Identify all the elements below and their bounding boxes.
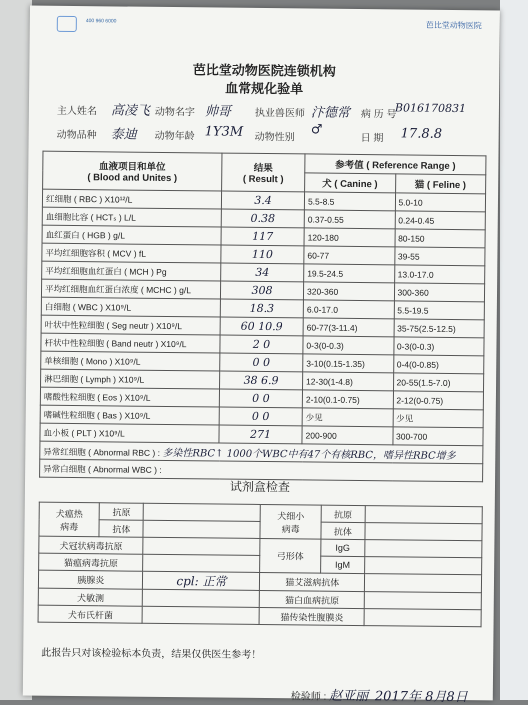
breed-label: 动物品种 [56,129,97,142]
kit-distemper: 犬瘟热 病毒 [39,502,100,537]
kit-parvo: 犬细小 病毒 [260,504,321,539]
kit-cell [143,606,260,624]
kit-cell [143,554,260,572]
sex-value: ♂ [310,122,323,138]
item-cell: 血小板 ( PLT ) X10⁹/L [40,423,219,443]
canine-cell: 60-77 [304,246,395,265]
item-cell: 血红蛋白 ( HGB ) g/L [42,225,221,245]
feline-cell: 80-150 [395,229,486,248]
result-cell: 3.4 [221,191,304,210]
kit-cell: 犬布氏杆菌 [38,605,143,623]
result-cell: 34 [221,263,304,282]
kit-cell [364,574,481,593]
kit-cell: IgG [320,539,365,556]
breed-value: 泰迪 [110,127,137,143]
letterhead [30,12,500,41]
item-cell: 嗜酸性粒细胞 ( Eos ) X10⁹/L [40,387,219,407]
kit-cell: 猫传染性腹膜炎 [260,607,365,625]
feline-cell: 0-3(0-0.3) [393,337,484,356]
canine-cell: 60-77(3-11.4) [303,318,394,337]
canine-cell: 2-10(0.1-0.75) [302,390,393,409]
reference-header: 参考值 ( Reference Range ) [305,154,486,175]
feline-cell: 0-4(0-0.85) [393,355,484,374]
pet-label: 动物名字 [154,106,195,119]
feline-cell: 35-75(2.5-12.5) [394,319,485,338]
canine-cell: 5.5-8.5 [304,192,395,211]
canine-cell: 120-180 [304,228,395,247]
kit-cell [365,523,482,541]
kit-cell: 猫瘟病毒抗原 [39,553,144,571]
pet-value: 帅哥 [204,104,232,120]
owner-label: 主人姓名 [56,105,97,118]
abnormal-wbc-row: 异常白细胞 ( Abnormal WBC ) : [40,459,483,482]
kit-cell: 抗原 [99,503,143,520]
result-header: 结果 ( Result ) [222,153,305,192]
kit-cell: 犬敏测 [38,588,143,606]
feline-cell: 5.0-10 [395,193,486,212]
canine-cell: 19.5-24.5 [304,264,395,283]
date-label: 日 期 [360,133,384,145]
owner-value: 高凌飞 [110,103,151,119]
result-cell: 60 10.9 [220,317,303,336]
result-cell: 0.38 [221,209,304,228]
canine-cell: 320-360 [303,282,394,301]
clinic-logo-icon [57,16,77,32]
report-title: 芭比堂动物医院连锁机构 [192,62,336,79]
kit-cell: 抗体 [99,520,143,537]
blood-test-table [39,151,486,483]
feline-cell: 13.0-17.0 [394,265,485,284]
feline-header: 猫 ( Feline ) [395,174,486,194]
vet-label: 执业兽医师 [254,107,305,120]
vet-value: 汴德常 [310,105,350,121]
item-cell: 白细胞 ( WBC ) X10⁹/L [41,297,220,317]
feline-cell: 20-55(1.5-7.0) [393,373,484,392]
feline-cell: 39-55 [394,247,485,266]
result-cell: 0 0 [220,353,303,372]
record-value: B016170831 [394,101,467,116]
kit-cell [364,609,481,627]
disclaimer: 此报告只对该检验标本负责，结果仅供医生参考！ [41,647,262,661]
item-cell: 杆状中性粒细胞 ( Band neutr ) X10⁹/L [41,333,220,353]
result-cell: 0 0 [219,407,302,426]
brand-name: 芭比堂动物医院 [425,20,482,31]
date-value: 17.8.8 [400,126,443,142]
canine-cell: 0-3(0-0.3) [303,336,394,355]
kit-cell [143,537,260,555]
canine-header: 犬 ( Canine ) [305,173,396,193]
kit-cell [365,557,482,575]
canine-cell: 200-900 [302,426,393,445]
record-label: 病 历 号 [360,109,397,121]
report-subtitle: 血常规化验单 [225,80,304,97]
phone-number: 400 960 6000 [85,18,117,25]
kit-cell [144,503,261,521]
background-right [500,0,528,700]
feline-cell: 300-700 [392,427,483,446]
feline-cell: 2-12(0-0.75) [393,391,484,410]
canine-cell: 3-10(0.15-1.35) [303,354,394,373]
abnormal-rbc-row: 异常红细胞 ( Abnormal RBC ) : 多染性RBC↑ 1000个WBC中有47个有核RBC，嗜异性RBC增多 [40,441,483,464]
item-cell: 嗜碱性粒细胞 ( Bas ) X10⁹/L [40,405,219,425]
result-cell: 308 [220,281,303,300]
result-cell: 18.3 [220,299,303,318]
kit-cell: IgM [320,556,365,573]
item-cell: 平均红细胞血红蛋白浓度 ( MCHC ) g/L [41,279,220,299]
feline-cell: 5.5-19.5 [394,301,485,320]
signature: 赵亚丽 [329,688,369,705]
kit-cell [365,506,482,524]
canine-cell: 少见 [302,408,393,427]
kit-cell: 抗体 [321,522,366,539]
signature-date: 2017年 8月8日 [374,689,468,705]
item-header: 血液项目和单位 ( Blood and Unites ) [43,151,222,191]
kit-section-title: 试剂盒检查 [229,479,291,495]
age-value: 1Y3M [204,124,244,140]
feline-cell: 0.24-0.45 [395,211,486,230]
canine-cell: 0.37-0.55 [304,210,395,229]
kit-toxoplasma: 弓形体 [260,538,321,573]
item-cell: 平均红细胞容积 ( MCV ) fL [42,243,221,263]
signature-line: 检验师 : 赵亚丽 2017年 8月8日 [290,688,468,705]
kit-cell: 猫艾滋病抗体 [260,572,365,591]
item-cell: 平均红细胞血红蛋白 ( MCH ) Pg [42,261,221,281]
kit-cell: 抗原 [321,505,366,522]
item-cell: 血细胞比容 ( HCTₛ ) L/L [42,207,221,227]
canine-cell: 12-30(1-4.8) [303,372,394,391]
result-cell: 271 [219,425,302,444]
kit-cell: 猫白血病抗原 [260,590,365,608]
result-cell: 117 [221,227,304,246]
feline-cell: 300-360 [394,283,485,302]
feline-cell: 少见 [393,409,484,428]
kit-cell: 犬冠状病毒抗原 [39,536,144,554]
reagent-kit-table [38,502,483,628]
kit-cell [364,592,481,610]
item-cell: 叶状中性粒细胞 ( Seg neutr ) X10⁹/L [41,315,220,335]
kit-cell [365,540,482,558]
item-cell: 淋巴细胞 ( Lymph ) X10⁹/L [41,369,220,389]
kit-cell: cpl: 正常 [143,571,260,590]
lab-report-sheet [23,6,500,705]
kit-cell: 胰腺炎 [38,570,143,589]
age-label: 动物年龄 [154,130,195,143]
result-cell: 0 0 [219,389,302,408]
item-cell: 单核细胞 ( Mono ) X10⁹/L [41,351,220,371]
canine-cell: 6.0-17.0 [303,300,394,319]
result-cell: 2 0 [220,335,303,354]
item-cell: 红细胞 ( RBC ) X10¹²/L [42,189,221,209]
kit-cell [143,589,260,607]
result-cell: 110 [221,245,304,264]
result-cell: 38 6.9 [220,371,303,390]
kit-cell [143,520,260,538]
sex-label: 动物性别 [254,131,295,144]
